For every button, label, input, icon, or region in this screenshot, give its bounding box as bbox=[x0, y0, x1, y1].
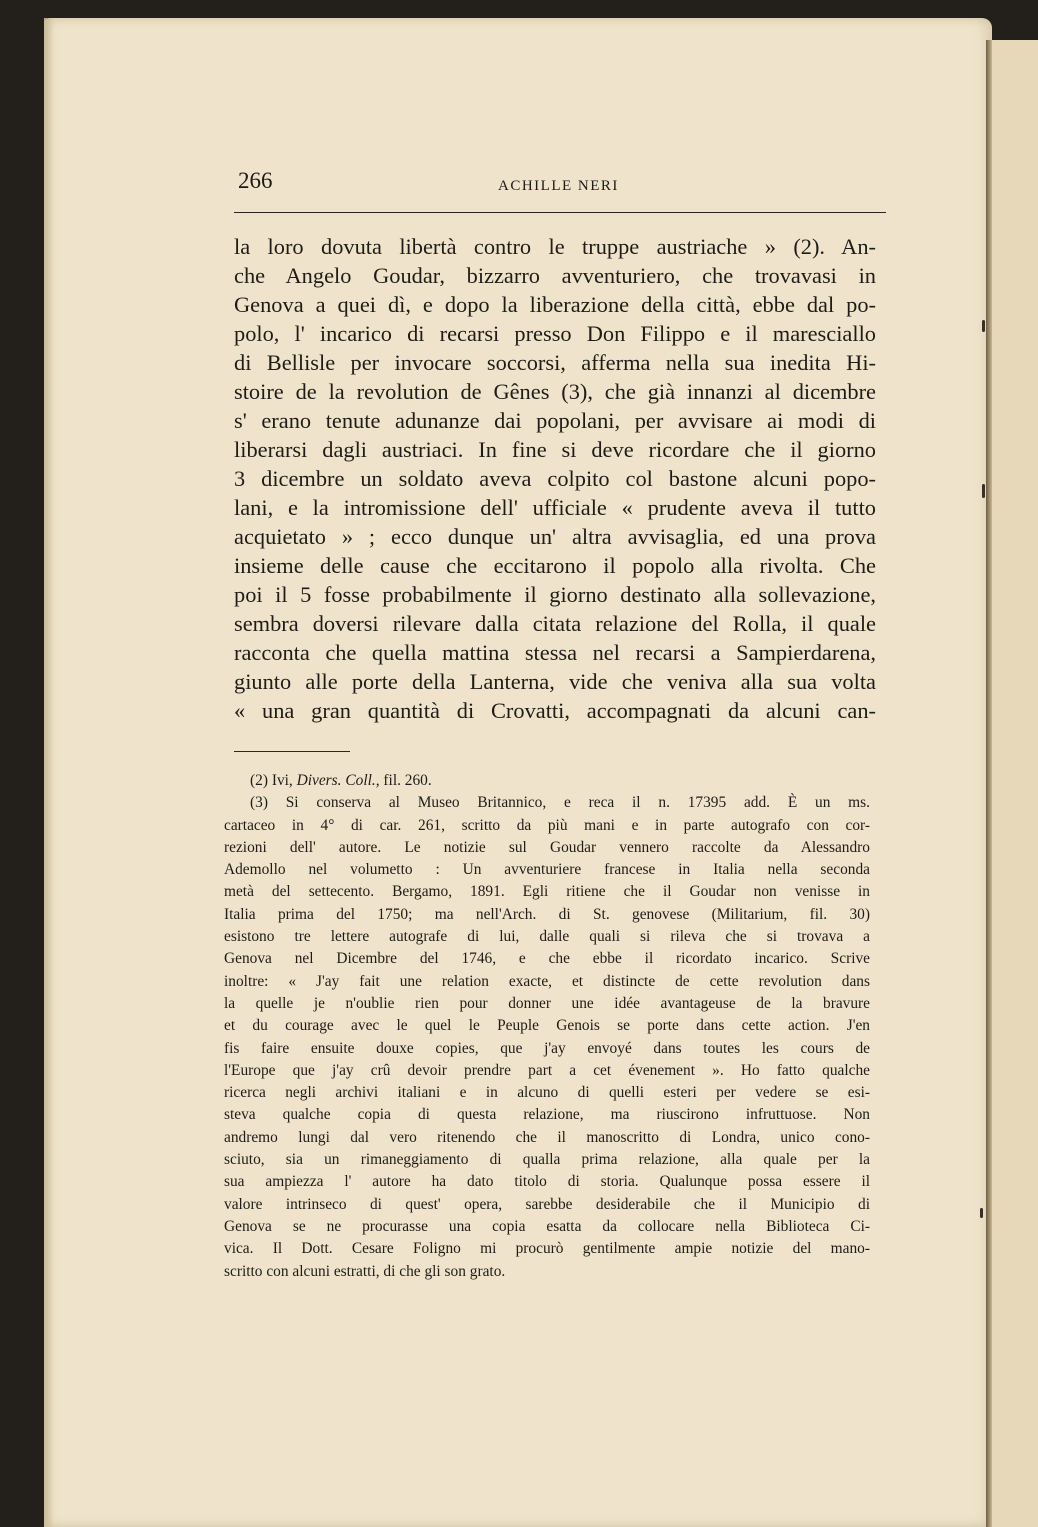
footnotes bbox=[224, 770, 870, 1283]
footnote-italic: Divers. Coll., bbox=[296, 772, 380, 789]
footnote-3-line: Genova nel Dicembre del 1746, e che ebbe il ricordato incarico. Scrive bbox=[224, 950, 870, 968]
body-line: polo, l' incarico di recarsi presso Don Filippo e il maresciallo bbox=[234, 321, 876, 346]
footnote-3-line: rezioni dell' autore. Le notizie sul Goudar vennero raccolte da Alessandro bbox=[224, 838, 870, 856]
footnote-3-line: Ademollo nel volumetto : Un avventuriere francese in Italia nella seconda bbox=[224, 861, 870, 879]
body-line: Genova a quei dì, e dopo la liberazione della città, ebbe dal po- bbox=[234, 292, 876, 317]
header-rule bbox=[234, 212, 886, 213]
footnote-2 bbox=[224, 770, 870, 792]
footnote-text: fil. 260. bbox=[383, 772, 432, 789]
page-left-edge bbox=[44, 18, 54, 1527]
body-line: s' erano tenute adunanze dai popolani, per avvisare ai modi di bbox=[234, 408, 876, 433]
footnote-3-line: cartaceo in 4° di car. 261, scritto da più mani e in parte autografo con cor- bbox=[224, 816, 870, 834]
page-number: 266 bbox=[238, 168, 273, 193]
footnote-3-line: sciuto, sia un rimaneggiamento di qualla prima relazione, alla quale per la bbox=[224, 1151, 870, 1169]
ink-mark bbox=[982, 484, 985, 498]
facing-page-edge bbox=[986, 40, 1038, 1527]
footnote-rule bbox=[234, 751, 350, 752]
footnote-3-line: (3) Si conserva al Museo Britannico, e reca il n. 17395 add. È un ms. bbox=[250, 794, 870, 812]
footnote-3-line: andremo lungi dal vero ritenendo che il manoscritto di Londra, unico cono- bbox=[224, 1128, 870, 1146]
body-line: stoire de la revolution de Gênes (3), che già innanzi al dicembre bbox=[234, 379, 876, 404]
footnote-3-line: vica. Il Dott. Cesare Foligno mi procurò gentilmente ampie notizie del mano- bbox=[224, 1240, 870, 1258]
body-line: liberarsi dagli austriaci. In fine si deve ricordare che il giorno bbox=[234, 437, 876, 462]
footnote-3-line: la quelle je n'oublie rien pour donner une idée avantageuse de la bravure bbox=[224, 994, 870, 1012]
body-line: di Bellisle per invocare soccorsi, afferma nella sua inedita Hi- bbox=[234, 350, 876, 375]
gutter-shadow bbox=[986, 40, 992, 1527]
body-line: racconta che quella mattina stessa nel recarsi a Sampierdarena, bbox=[234, 640, 876, 665]
footnote-3-line: fis faire ensuite douxe copies, que j'ay envoyé dans toutes les cours de bbox=[224, 1039, 870, 1057]
body-line: poi il 5 fosse probabilmente il giorno destinato alla sollevazione, bbox=[234, 582, 876, 607]
running-head: ACHILLE NERI bbox=[498, 178, 619, 194]
footnote-text: Ivi, bbox=[271, 772, 293, 789]
ink-mark bbox=[982, 320, 985, 332]
footnote-3-line: valore intrinseco di quest' opera, sarebbe desiderabile che il Municipio di bbox=[224, 1195, 870, 1213]
footnote-number: (2) bbox=[250, 772, 268, 789]
body-line: lani, e la intromissione dell' ufficiale « prudente aveva il tutto bbox=[234, 495, 876, 520]
body-line: insieme delle cause che eccitarono il popolo alla rivolta. Che bbox=[234, 553, 876, 578]
footnote-3-line: l'Europe que j'ay crû devoir prendre part a cet évenement ». Ho fatto qualche bbox=[224, 1061, 870, 1079]
body-text bbox=[234, 232, 876, 725]
page-header bbox=[238, 168, 886, 212]
footnote-3-line: Genova se ne procurasse una copia esatta da collocare nella Biblioteca Ci- bbox=[224, 1217, 870, 1235]
footnote-3-line: metà del settecento. Bergamo, 1891. Egli ritiene che il Goudar non venisse in bbox=[224, 883, 870, 901]
footnote-3-line: et du courage avec le quel le Peuple Genois se porte dans cette action. J'en bbox=[224, 1017, 870, 1035]
footnote-3-line: sua ampiezza l' autore ha dato titolo di storia. Qualunque possa essere il bbox=[224, 1173, 870, 1191]
footnote-3-line: esistono tre lettere autografe di lui, dalle quali si rileva che si trovava a bbox=[224, 928, 870, 946]
footnote-3-line: inoltre: « J'ay fait une relation exacte, et distincte de cette revolution dans bbox=[224, 972, 870, 990]
body-line: « una gran quantità di Crovatti, accompagnati da alcuni can- bbox=[234, 698, 876, 723]
body-line: acquietato » ; ecco dunque un' altra avvisaglia, ed una prova bbox=[234, 524, 876, 549]
body-line: 3 dicembre un soldato aveva colpito col bastone alcuni popo- bbox=[234, 466, 876, 491]
body-line: la loro dovuta libertà contro le truppe austriache » (2). An- bbox=[234, 234, 876, 259]
footnote-3-line: steva qualche copia di questa relazione, ma riuscirono infruttuose. Non bbox=[224, 1106, 870, 1124]
footnote-3-line: scritto con alcuni estratti, di che gli son grato. bbox=[224, 1262, 506, 1280]
body-line: sembra doversi rilevare dalla citata relazione del Rolla, il quale bbox=[234, 611, 876, 636]
ink-mark bbox=[980, 1208, 983, 1218]
footnote-3-line: ricerca negli archivi italiani e in alcuno di quelli esteri per vedere se esi- bbox=[224, 1084, 870, 1102]
body-line: giunto alle porte della Lanterna, vide che veniva alla sua volta bbox=[234, 669, 876, 694]
footnote-3-line: Italia prima del 1750; ma nell'Arch. di St. genovese (Militarium, fil. 30) bbox=[224, 905, 870, 923]
body-line: che Angelo Goudar, bizzarro avventuriero, che trovavasi in bbox=[234, 263, 876, 288]
